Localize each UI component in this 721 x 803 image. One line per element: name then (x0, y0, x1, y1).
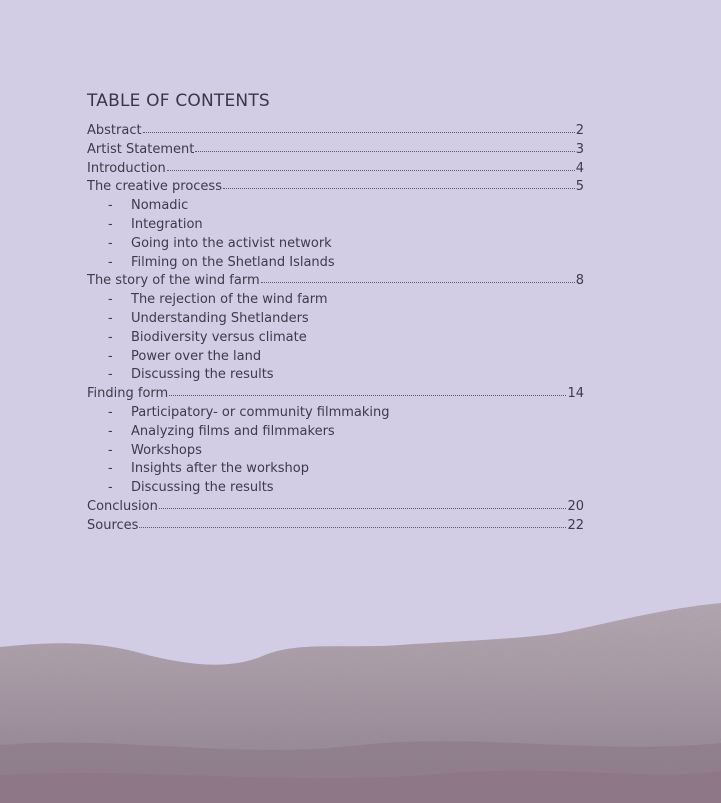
list-dash: - (108, 198, 113, 214)
toc-subentry[interactable] (87, 348, 584, 367)
list-dash: - (108, 404, 113, 420)
toc-entry-artist-statement[interactable] (87, 141, 584, 160)
table-of-contents (87, 122, 584, 536)
toc-entry-label: The creative process (87, 179, 222, 195)
toc-subentry-label: Integration (131, 216, 203, 232)
toc-subentry-label: Analyzing films and filmmakers (131, 423, 335, 439)
toc-subentry-label: The rejection of the wind farm (131, 292, 328, 308)
toc-subentry-label: Power over the land (131, 348, 262, 364)
toc-subentry[interactable] (87, 423, 584, 442)
toc-subentry[interactable] (87, 254, 584, 273)
toc-entry-creative-process[interactable] (87, 178, 584, 197)
toc-page-number: 14 (567, 386, 584, 402)
page-title: TABLE OF CONTENTS (87, 91, 270, 112)
toc-entry-abstract[interactable] (87, 122, 584, 141)
dot-leader (143, 128, 575, 133)
moorland-landscape-image (0, 595, 721, 803)
toc-subentry[interactable] (87, 329, 584, 348)
toc-entry-conclusion[interactable] (87, 498, 584, 517)
toc-page-number: 3 (575, 141, 584, 157)
toc-entry-label: The story of the wind farm (87, 273, 260, 289)
toc-subentry-label: Going into the activist network (131, 235, 332, 251)
toc-subentry-label: Understanding Shetlanders (131, 310, 309, 326)
list-dash: - (108, 329, 113, 345)
toc-entry-finding-form[interactable] (87, 385, 584, 404)
toc-subentry-label: Biodiversity versus climate (131, 329, 307, 345)
toc-subentry[interactable] (87, 197, 584, 216)
toc-entry-label: Introduction (87, 160, 166, 176)
toc-entry-sources[interactable] (87, 517, 584, 536)
list-dash: - (108, 310, 113, 326)
toc-subentry-label: Discussing the results (131, 367, 274, 383)
toc-subentry[interactable] (87, 291, 584, 310)
list-dash: - (108, 367, 113, 383)
dot-leader (159, 504, 567, 509)
toc-entry-wind-farm[interactable] (87, 272, 584, 291)
toc-subentry-label: Participatory- or community filmmaking (131, 404, 390, 420)
toc-subentry[interactable] (87, 479, 584, 498)
toc-page-number: 22 (567, 517, 584, 533)
toc-subentry-label: Nomadic (131, 198, 189, 214)
list-dash: - (108, 461, 113, 477)
toc-subentry[interactable] (87, 235, 584, 254)
toc-subentry[interactable] (87, 366, 584, 385)
toc-subentry-label: Filming on the Shetland Islands (131, 254, 335, 270)
toc-page-number: 5 (575, 179, 584, 195)
list-dash: - (108, 235, 113, 251)
toc-subentry[interactable] (87, 442, 584, 461)
list-dash: - (108, 442, 113, 458)
toc-page-number: 2 (575, 123, 584, 138)
dot-leader (139, 523, 566, 528)
toc-page-number: 8 (575, 273, 584, 289)
dot-leader (223, 184, 575, 189)
toc-entry-label: Artist Statement (87, 141, 195, 157)
toc-subentry[interactable] (87, 404, 584, 423)
toc-entry-introduction[interactable] (87, 160, 584, 179)
dot-leader (167, 166, 575, 171)
toc-entry-label: Conclusion (87, 498, 158, 514)
dot-leader (195, 147, 574, 152)
dot-leader (261, 278, 575, 283)
toc-page-number: 4 (575, 160, 584, 176)
toc-subentry[interactable] (87, 310, 584, 329)
toc-entry-label: Finding form (87, 386, 169, 402)
dot-leader (169, 391, 566, 396)
toc-subentry-label: Discussing the results (131, 480, 274, 496)
list-dash: - (108, 348, 113, 364)
toc-entry-label: Abstract (87, 123, 142, 138)
toc-subentry[interactable] (87, 216, 584, 235)
toc-entry-label: Sources (87, 517, 139, 533)
toc-subentry[interactable] (87, 460, 584, 479)
list-dash: - (108, 480, 113, 496)
list-dash: - (108, 216, 113, 232)
toc-subentry-label: Workshops (131, 442, 202, 458)
toc-page-number: 20 (567, 498, 584, 514)
list-dash: - (108, 254, 113, 270)
list-dash: - (108, 292, 113, 308)
toc-subentry-label: Insights after the workshop (131, 461, 309, 477)
list-dash: - (108, 423, 113, 439)
